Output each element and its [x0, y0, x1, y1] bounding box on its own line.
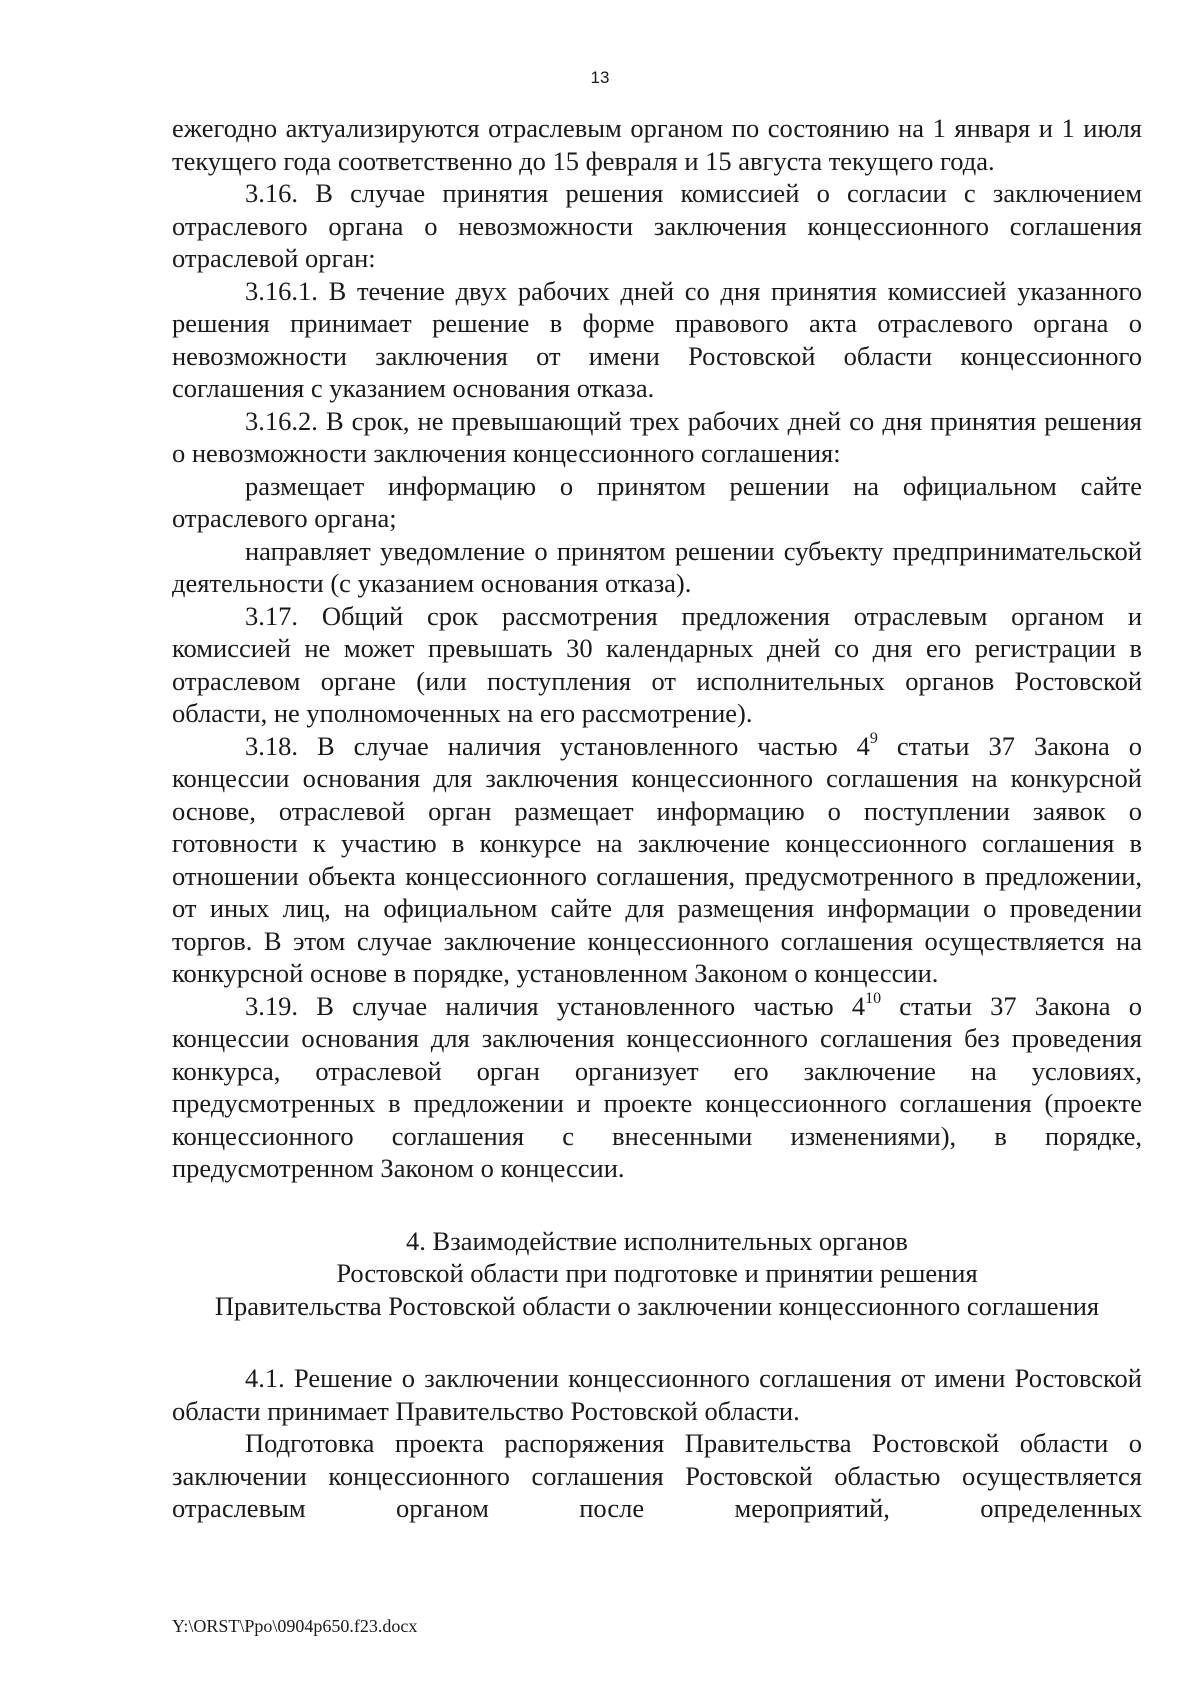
- page-number: 13: [590, 68, 610, 87]
- paragraph-draft-order: Подготовка проекта распоряжения Правительства Ростовской области о заключении концессионного соглашения Ростовской областью осуществляется отраслевым органом после мероприятий, определенных: [172, 1428, 1142, 1523]
- paragraph-post-info: размещает информацию о принятом решении на официальном сайте отраслевого органа;: [172, 470, 1142, 533]
- paragraph-4-1: 4.1. Решение о заключении концессионного соглашения от имени Ростовской области принимает Правительство Ростовской области.: [172, 1363, 1142, 1426]
- section-4-heading: [172, 1225, 1142, 1323]
- paragraph-3-19: [172, 990, 1142, 1185]
- paragraph-3-18-start: 3.18. В случае наличия установленного частью 4: [245, 730, 870, 761]
- paragraph-3-16-2: 3.16.2. В срок, не превышающий трех рабочих дней со дня принятия решения о невозможности заключения концессионного соглашения:: [172, 405, 1142, 468]
- paragraph-3-19-start: 3.19. В случае наличия установленного частью 4: [245, 990, 866, 1021]
- paragraph-3-19-rest: статьи 37 Закона о концессии основания для заключения концессионного соглашения без проведения конкурса, отраслевой орган организует его заключение на условиях, предусмотренных в предложении и проекте концессионного соглашения (проекте концессионного соглашения с внесенными изменениями), в порядке, предусмотренном Законом о концессии.: [172, 990, 1142, 1183]
- section-heading-line-1: 4. Взаимодействие исполнительных органов: [406, 1225, 908, 1256]
- paragraph-3-18-rest: статьи 37 Закона о концессии основания для заключения концессионного соглашения на конкурсной основе, отраслевой орган размещает информацию о поступлении заявок о готовности к участию в конкурсе на заключение концессионного соглашения в отношении объекта концессионного соглашения, предусмотренного в предложении, от иных лиц, на официальном сайте для размещения информации о проведении торгов. В этом случае заключение концессионного соглашения осуществляется на конкурсной основе в порядке, установленном Законом о концессии.: [172, 730, 1142, 988]
- section-heading-line-2: Ростовской области при подготовке и принятии решения: [336, 1258, 978, 1288]
- paragraph-3-16: 3.16. В случае принятия решения комиссией о согласии с заключением отраслевого органа о невозможности заключения концессионного соглашения отраслевой орган:: [172, 178, 1142, 273]
- paragraph-3-17: 3.17. Общий срок рассмотрения предложения отраслевым органом и комиссией не может превышать 30 календарных дней со дня его регистрации в отраслевом органе (или поступления от исполнительных органов Ростовской области, не уполномоченных на его рассмотрение).: [172, 600, 1142, 728]
- file-path-footer: Y:\ORST\Ppo\0904p650.f23.docx: [172, 1616, 418, 1636]
- paragraph-3-18: [172, 730, 1142, 990]
- superscript-9: 9: [869, 729, 878, 747]
- paragraph-3-16-1: 3.16.1. В течение двух рабочих дней со дня принятия комиссией указанного решения принимает решение в форме правового акта отраслевого органа о невозможности заключения от имени Ростовской области концессионного соглашения с указанием основания отказа.: [172, 275, 1142, 403]
- paragraph-send-notice: направляет уведомление о принятом решении субъекту предпринимательской деятельности (с указанием основания отказа).: [172, 535, 1142, 598]
- section-heading-line-3: Правительства Ростовской области о заключении концессионного соглашения: [214, 1290, 1100, 1321]
- document-body: [172, 112, 1142, 1525]
- superscript-10: 10: [865, 989, 882, 1007]
- paragraph-continuation: ежегодно актуализируются отраслевым органом по состоянию на 1 января и 1 июля текущего года соответственно до 15 февраля и 15 августа текущего года.: [172, 113, 1142, 176]
